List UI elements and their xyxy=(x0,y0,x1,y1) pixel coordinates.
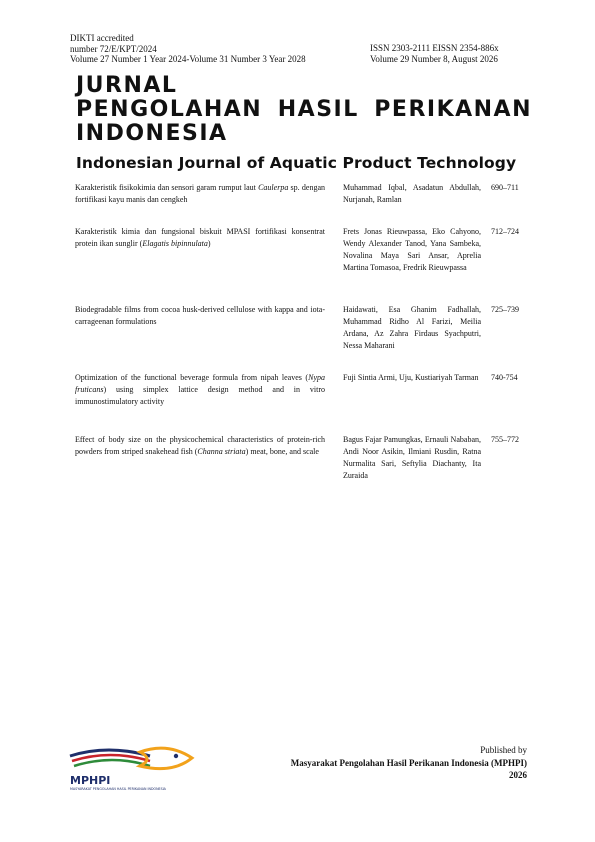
article-authors: Muhammad Iqbal, Asadatun Abdullah, Nurjanah, Ramlan xyxy=(343,183,481,204)
article-pages: 690–711 xyxy=(491,183,519,192)
publisher-name: Masyarakat Pengolahan Hasil Perikanan Indonesia (MPHPI) xyxy=(290,757,527,768)
article-pages: 740-754 xyxy=(491,373,518,382)
journal-subtitle: Indonesian Journal of Aquatic Product Technology xyxy=(76,154,517,172)
mphpi-logo xyxy=(68,744,198,792)
journal-title-line-1: JURNAL xyxy=(76,73,178,98)
published-by-label: Published by xyxy=(480,745,527,755)
fish-swoosh-icon xyxy=(68,744,198,792)
article-authors: Bagus Fajar Pamungkas, Ernauli Nababan, Andi Noor Asikin, Ilmiani Rusdin, Ratna Nurmalita Sari, Seftylia Diachanty, Ita Zuraida xyxy=(343,435,481,480)
logo-acronym: MPHPI xyxy=(70,774,111,787)
journal-title-word: PENGOLAHAN xyxy=(76,97,263,122)
publication-year: 2026 xyxy=(509,770,527,780)
accreditation-line: number 72/E/KPT/2024 xyxy=(70,43,157,54)
publisher-block xyxy=(291,744,527,782)
article-authors: Frets Jonas Rieuwpassa, Eko Cahyono, Wendy Alexander Tanod, Yana Sambeka, Novalina Maya Sari Ansar, Aprelia Martina Tomasoa, Fredrik Rieuwpassa xyxy=(343,227,481,272)
article-pages: 755–772 xyxy=(491,435,519,444)
article-pages: 712–724 xyxy=(491,227,519,236)
issn-line: ISSN 2303-2111 EISSN 2354-886x xyxy=(370,43,499,53)
journal-title-line-2 xyxy=(76,98,532,122)
article-title[interactable]: Effect of body size on the physicochemical characteristics of protein-rich powders from striped snakehead fish (Channa striata) meat, bone, and scale xyxy=(75,435,325,456)
accreditation-line: DIKTI accredited xyxy=(70,33,134,43)
volume-issue: Volume 29 Number 8, August 2026 xyxy=(370,54,498,64)
article-authors: Haidawati, Esa Ghanim Fadhallah, Muhammad Ridho Al Farizi, Meilia Ardana, Az Zahra Firdaus Syachputri, Nessa Maharani xyxy=(343,305,481,350)
article-title[interactable]: Karakteristik kimia dan fungsional biskuit MPASI fortifikasi konsentrat protein ikan sunglir (Elagatis bipinnulata) xyxy=(75,227,325,248)
article-title[interactable]: Biodegradable films from cocoa husk-derived cellulose with kappa and iota-carrageenan formulations xyxy=(75,305,325,326)
article-pages: 725–739 xyxy=(491,305,519,314)
article-title[interactable]: Karakteristik fisikokimia dan sensori garam rumput laut Caulerpa sp. dengan fortifikasi kayu manis dan cengkeh xyxy=(75,183,325,204)
article-title[interactable]: Optimization of the functional beverage formula from nipah leaves (Nypa fruticans) using simplex lattice design method and in vitro immunostimulatory activity xyxy=(75,373,325,406)
accreditation-block xyxy=(70,33,306,65)
issn-block xyxy=(370,43,499,65)
journal-title-word: HASIL xyxy=(277,97,359,122)
accreditation-line: Volume 27 Number 1 Year 2024-Volume 31 Number 3 Year 2028 xyxy=(70,54,306,64)
journal-title-line-3: INDONESIA xyxy=(76,121,228,146)
logo-tagline: MASYARAKAT PENGOLAHAN HASIL PERIKANAN INDONESIA xyxy=(70,787,166,791)
journal-title xyxy=(76,74,532,146)
article-authors: Fuji Sintia Armi, Uju, Kustiariyah Tarman xyxy=(343,373,479,382)
journal-title-word: PERIKANAN xyxy=(374,97,532,122)
